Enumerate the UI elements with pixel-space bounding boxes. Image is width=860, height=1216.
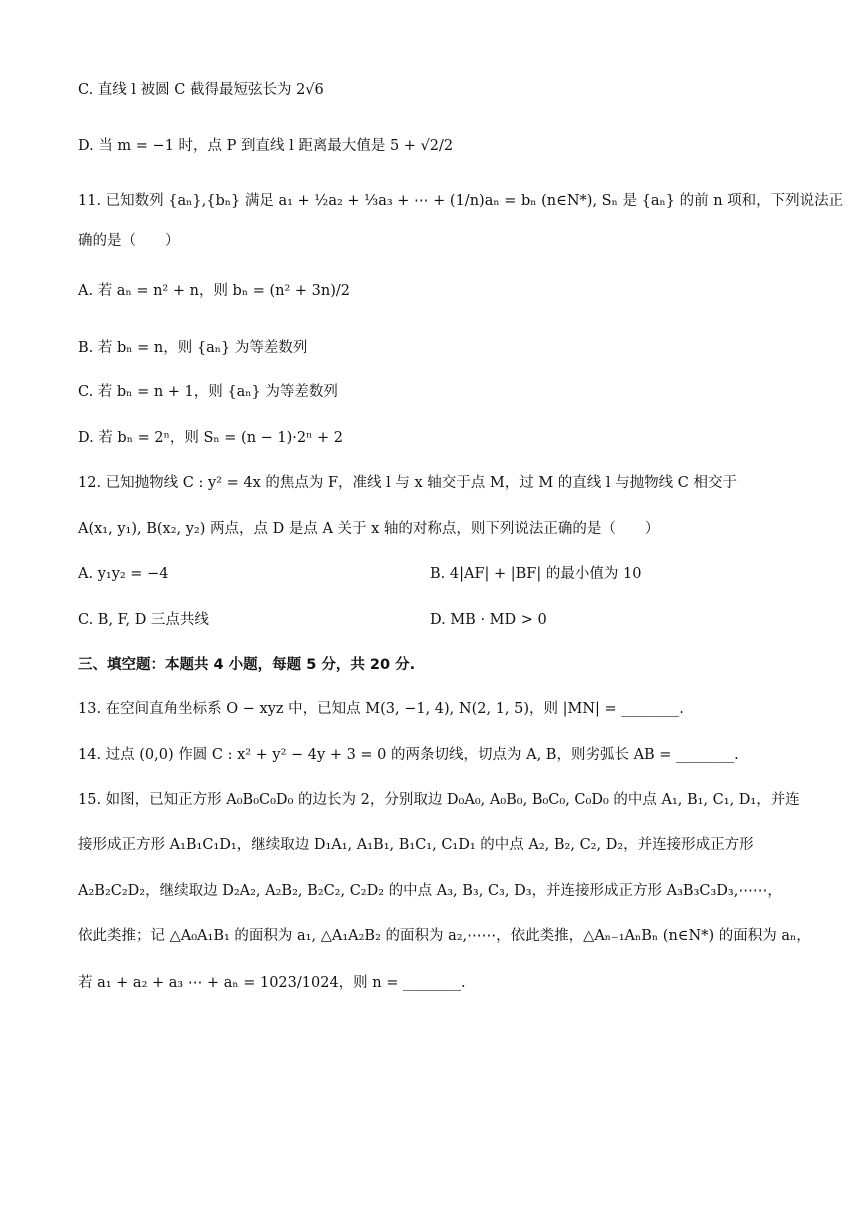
q10-option-d: D. 当 m = −1 时，点 P 到直线 l 距离最大值是 5 + √2/2 [78, 138, 454, 154]
q11-option-b: B. 若 bₙ = n，则 {aₙ} 为等差数列 [78, 340, 308, 356]
q14-text: 14. 过点 (0,0) 作圆 C : x² + y² − 4y + 3 = 0 的两条切线，切点为 A, B，则劣弧长 AB = ________. [78, 747, 739, 763]
q15-line1: 15. 如图，已知正方形 A₀B₀C₀D₀ 的边长为 2，分别取边 D₀A₀, A₀B₀, B₀C₀, C₀D₀ 的中点 A₁, B₁, C₁, D₁，并连 [78, 792, 800, 808]
q11-option-a: A. 若 aₙ = n² + n，则 bₙ = (n² + 3n)/2 [78, 283, 350, 299]
q15-line4: 依此类推；记 △A₀A₁B₁ 的面积为 a₁, △A₁A₂B₂ 的面积为 a₂,⋯⋯，依此类推，△Aₙ₋₁AₙBₙ (n∈N*) 的面积为 aₙ， [78, 928, 811, 944]
q10-option-c: C. 直线 l 被圆 C 截得最短弦长为 2√6 [78, 82, 324, 98]
q15-line3: A₂B₂C₂D₂，继续取边 D₂A₂, A₂B₂, B₂C₂, C₂D₂ 的中点 A₃, B₃, C₃, D₃，并连接形成正方形 A₃B₃C₃D₃,⋯⋯， [78, 883, 782, 899]
section-3-heading: 三、填空题：本题共 4 小题，每题 5 分，共 20 分. [78, 657, 416, 673]
q12-stem-line2: A(x₁, y₁), B(x₂, y₂) 两点，点 D 是点 A 关于 x 轴的对称点，则下列说法正确的是（ ） [78, 521, 660, 537]
q12-option-a: A. y₁y₂ = −4 [78, 566, 169, 582]
q11-option-c: C. 若 bₙ = n + 1，则 {aₙ} 为等差数列 [78, 384, 338, 400]
q15-line5: 若 a₁ + a₂ + a₃ ⋯ + aₙ = 1023/1024，则 n = ________. [78, 975, 466, 991]
q11-stem-line2: 确的是（ ） [78, 233, 180, 249]
q15-line2: 接形成正方形 A₁B₁C₁D₁，继续取边 D₁A₁, A₁B₁, B₁C₁, C₁D₁ 的中点 A₂, B₂, C₂, D₂，并连接形成正方形 [78, 837, 754, 853]
q11-stem-line1: 11. 已知数列 {aₙ},{bₙ} 满足 a₁ + ½a₂ + ⅓a₃ + ⋯ + (1/n)aₙ = bₙ (n∈N*), Sₙ 是 {aₙ} 的前 n 项和，下列说法正 [78, 193, 844, 209]
q13-text: 13. 在空间直角坐标系 O − xyz 中，已知点 M(3, −1, 4), N(2, 1, 5)，则 |MN| = ________. [78, 701, 684, 717]
q12-stem-line1: 12. 已知抛物线 C : y² = 4x 的焦点为 F，准线 l 与 x 轴交于点 M，过 M 的直线 l 与抛物线 C 相交于 [78, 475, 737, 491]
q11-option-d: D. 若 bₙ = 2ⁿ，则 Sₙ = (n − 1)·2ⁿ + 2 [78, 430, 343, 446]
q12-option-d: D. MB · MD > 0 [430, 612, 547, 628]
q12-option-b: B. 4|AF| + |BF| 的最小值为 10 [430, 566, 642, 582]
q12-option-c: C. B, F, D 三点共线 [78, 612, 209, 628]
